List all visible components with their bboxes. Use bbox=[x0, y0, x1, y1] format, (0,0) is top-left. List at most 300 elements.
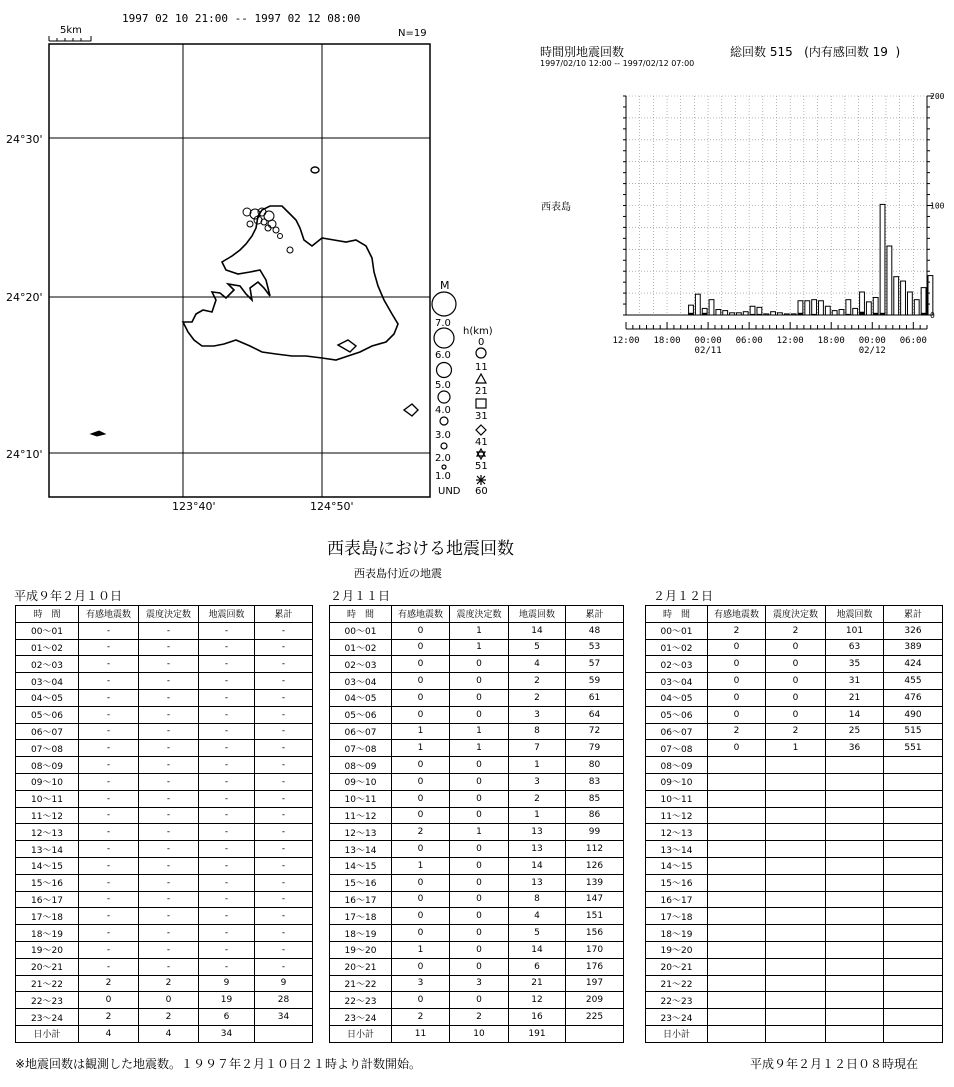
table-cell: 0 bbox=[392, 689, 450, 706]
table-cell: 02～03 bbox=[16, 656, 79, 673]
table-cell: 13～14 bbox=[330, 841, 392, 858]
table-cell: 02～03 bbox=[330, 656, 392, 673]
table-cell: - bbox=[79, 740, 139, 757]
count-table-feb10 bbox=[15, 605, 313, 1043]
table-cell: 11 bbox=[392, 1025, 450, 1042]
table-cell: 64 bbox=[566, 706, 624, 723]
table-cell: 17～18 bbox=[330, 908, 392, 925]
table-cell: 2 bbox=[708, 723, 766, 740]
table-cell: - bbox=[199, 706, 255, 723]
table-cell: 3 bbox=[509, 773, 566, 790]
table-row bbox=[330, 925, 624, 942]
table-cell: - bbox=[199, 790, 255, 807]
table-cell: 01～02 bbox=[330, 639, 392, 656]
table-cell: 4 bbox=[509, 656, 566, 673]
magnitude-2: 2.0 bbox=[435, 453, 451, 464]
table-cell bbox=[255, 1025, 313, 1042]
table-cell bbox=[708, 992, 766, 1009]
table-row bbox=[330, 841, 624, 858]
table-cell: 0 bbox=[392, 841, 450, 858]
table-cell bbox=[826, 857, 884, 874]
table-cell: 19～20 bbox=[16, 941, 79, 958]
table-cell: - bbox=[255, 656, 313, 673]
table-row bbox=[646, 689, 943, 706]
table-cell: 2 bbox=[708, 622, 766, 639]
depth-title: h(km) bbox=[463, 326, 493, 337]
table-cell: 1 bbox=[392, 723, 450, 740]
table-cell bbox=[826, 1025, 884, 1042]
table-cell: - bbox=[79, 874, 139, 891]
table-cell: 2 bbox=[509, 673, 566, 690]
table-cell bbox=[708, 857, 766, 874]
count-bar bbox=[901, 281, 906, 315]
table-row bbox=[646, 807, 943, 824]
table-cell: 1 bbox=[450, 622, 509, 639]
count-bar bbox=[928, 276, 933, 315]
table-cell: 57 bbox=[566, 656, 624, 673]
table-cell bbox=[766, 1025, 826, 1042]
table-cell: - bbox=[79, 757, 139, 774]
table-cell: - bbox=[139, 807, 199, 824]
count-bar bbox=[873, 297, 878, 315]
table-cell: - bbox=[139, 874, 199, 891]
table-cell: 1 bbox=[392, 857, 450, 874]
table-row bbox=[330, 975, 624, 992]
table-cell: - bbox=[199, 908, 255, 925]
table-cell: - bbox=[139, 723, 199, 740]
table-cell: 14 bbox=[509, 857, 566, 874]
table-cell: 0 bbox=[392, 673, 450, 690]
table-cell bbox=[708, 824, 766, 841]
table-cell: - bbox=[79, 807, 139, 824]
table-cell: 225 bbox=[566, 1009, 624, 1026]
table-cell: - bbox=[139, 740, 199, 757]
depth-11: 11 bbox=[475, 362, 488, 373]
table-cell: - bbox=[255, 689, 313, 706]
table-cell: 6 bbox=[509, 958, 566, 975]
table-cell bbox=[708, 790, 766, 807]
magnitude-title: M bbox=[440, 279, 450, 292]
table-cell: - bbox=[199, 807, 255, 824]
table-cell: 0 bbox=[450, 689, 509, 706]
table-row bbox=[646, 908, 943, 925]
table-row bbox=[646, 656, 943, 673]
table-row bbox=[16, 941, 313, 958]
table-row bbox=[16, 992, 313, 1009]
table-cell: - bbox=[79, 958, 139, 975]
table-cell: 0 bbox=[79, 992, 139, 1009]
table-cell: 15～16 bbox=[16, 874, 79, 891]
table-cell: 0 bbox=[450, 908, 509, 925]
table-cell bbox=[708, 773, 766, 790]
table-cell: 2 bbox=[139, 975, 199, 992]
table-cell: 日小計 bbox=[646, 1025, 708, 1042]
table-cell: 36 bbox=[826, 740, 884, 757]
table-cell: 15～16 bbox=[646, 874, 708, 891]
table-cell: - bbox=[255, 673, 313, 690]
column-header: 時 間 bbox=[646, 606, 708, 623]
table-cell: 21 bbox=[509, 975, 566, 992]
table-cell: 02～03 bbox=[646, 656, 708, 673]
table-cell: 06～07 bbox=[330, 723, 392, 740]
table-cell: 07～08 bbox=[646, 740, 708, 757]
table-cell: 10～11 bbox=[16, 790, 79, 807]
table-cell: 2 bbox=[766, 723, 826, 740]
table-cell: - bbox=[79, 891, 139, 908]
table-cell: - bbox=[255, 941, 313, 958]
table-cell bbox=[884, 790, 943, 807]
table-row bbox=[330, 622, 624, 639]
table-cell: - bbox=[79, 706, 139, 723]
table-cell: 05～06 bbox=[16, 706, 79, 723]
table-cell: 151 bbox=[566, 908, 624, 925]
table-cell: 13～14 bbox=[646, 841, 708, 858]
table-cell bbox=[884, 757, 943, 774]
table-cell: - bbox=[199, 656, 255, 673]
table-cell: 197 bbox=[566, 975, 624, 992]
table-cell bbox=[884, 857, 943, 874]
count-bar bbox=[853, 308, 858, 315]
table-cell: 0 bbox=[450, 874, 509, 891]
table-cell: - bbox=[255, 925, 313, 942]
table-cell bbox=[884, 773, 943, 790]
table-cell: 112 bbox=[566, 841, 624, 858]
table-cell: 16～17 bbox=[16, 891, 79, 908]
table-row bbox=[646, 706, 943, 723]
table-cell: - bbox=[199, 639, 255, 656]
count-bar bbox=[839, 310, 844, 315]
table-row bbox=[330, 891, 624, 908]
table-row bbox=[330, 874, 624, 891]
table-row bbox=[16, 639, 313, 656]
column-header: 地震回数 bbox=[199, 606, 255, 623]
table-cell: 2 bbox=[509, 790, 566, 807]
footer-note: ※地震回数は観測した地震数。１９９７年２月１０日２１時より計数開始。 bbox=[15, 1057, 422, 1071]
magnitude-4: 4.0 bbox=[435, 405, 451, 416]
table-cell: 147 bbox=[566, 891, 624, 908]
table-cell: - bbox=[255, 622, 313, 639]
table-cell: 14～15 bbox=[16, 857, 79, 874]
table-cell: 13～14 bbox=[16, 841, 79, 858]
table-cell: 3 bbox=[392, 975, 450, 992]
table-row bbox=[16, 841, 313, 858]
table-cell bbox=[826, 773, 884, 790]
x-tick-label: 06:00 bbox=[735, 336, 763, 346]
table-cell bbox=[766, 857, 826, 874]
table-row bbox=[16, 706, 313, 723]
table-cell bbox=[766, 992, 826, 1009]
table-cell bbox=[708, 1009, 766, 1026]
table-row bbox=[16, 740, 313, 757]
table-cell: 0 bbox=[392, 891, 450, 908]
table-cell: 6 bbox=[199, 1009, 255, 1026]
table-cell: 5 bbox=[509, 639, 566, 656]
table-cell: 0 bbox=[450, 925, 509, 942]
table-cell bbox=[884, 958, 943, 975]
count-bar bbox=[825, 306, 830, 315]
table-cell bbox=[884, 908, 943, 925]
table-cell: 2 bbox=[79, 975, 139, 992]
table-cell: 0 bbox=[766, 656, 826, 673]
table-cell: 22～23 bbox=[330, 992, 392, 1009]
count-bar bbox=[894, 277, 899, 315]
x-date-label: 02/11 bbox=[694, 346, 722, 356]
table-cell: 8 bbox=[509, 891, 566, 908]
table-cell: 515 bbox=[884, 723, 943, 740]
table-cell: - bbox=[255, 958, 313, 975]
table-cell: 07～08 bbox=[330, 740, 392, 757]
table-row bbox=[330, 673, 624, 690]
lon-label-1: 123°40' bbox=[172, 500, 216, 513]
table-cell: - bbox=[79, 773, 139, 790]
table-cell bbox=[826, 790, 884, 807]
table-row bbox=[16, 1025, 313, 1042]
table-cell: - bbox=[255, 908, 313, 925]
count-bar bbox=[921, 288, 926, 315]
table-cell bbox=[708, 874, 766, 891]
table-cell: 11～12 bbox=[330, 807, 392, 824]
table-cell: - bbox=[79, 925, 139, 942]
table-cell: 04～05 bbox=[330, 689, 392, 706]
table-cell: - bbox=[139, 689, 199, 706]
table-cell bbox=[708, 925, 766, 942]
table-cell: 1 bbox=[766, 740, 826, 757]
table-cell bbox=[826, 975, 884, 992]
table-cell: - bbox=[79, 689, 139, 706]
count-bar bbox=[887, 246, 892, 315]
table-cell: 16 bbox=[509, 1009, 566, 1026]
table-cell: - bbox=[255, 824, 313, 841]
table-cell: 139 bbox=[566, 874, 624, 891]
page-subheading: 西表島付近の地震 bbox=[354, 567, 442, 580]
table-row bbox=[330, 773, 624, 790]
table-cell: 21～22 bbox=[16, 975, 79, 992]
lon-label-2: 124°50' bbox=[310, 500, 354, 513]
column-header: 累計 bbox=[255, 606, 313, 623]
table-row bbox=[646, 1009, 943, 1026]
table-cell: 0 bbox=[766, 673, 826, 690]
table-cell: 0 bbox=[450, 891, 509, 908]
table-cell: 0 bbox=[392, 656, 450, 673]
table-cell: - bbox=[199, 958, 255, 975]
table-cell: 17～18 bbox=[16, 908, 79, 925]
magnitude-7: 7.0 bbox=[435, 318, 451, 329]
table-row bbox=[646, 622, 943, 639]
chart-station: 西表島 bbox=[541, 202, 571, 213]
table-cell: - bbox=[79, 841, 139, 858]
table-row bbox=[16, 824, 313, 841]
table-cell: 00～01 bbox=[330, 622, 392, 639]
table-cell bbox=[708, 757, 766, 774]
table-cell: 1 bbox=[392, 941, 450, 958]
table-cell: 0 bbox=[708, 656, 766, 673]
table-cell: 0 bbox=[766, 689, 826, 706]
column-header: 地震回数 bbox=[509, 606, 566, 623]
table-row bbox=[646, 1025, 943, 1042]
table-cell: 22～23 bbox=[16, 992, 79, 1009]
table-row bbox=[330, 740, 624, 757]
table-row bbox=[330, 908, 624, 925]
table-cell bbox=[884, 1009, 943, 1026]
table-cell: - bbox=[79, 656, 139, 673]
table-cell: 2 bbox=[450, 1009, 509, 1026]
count-bar bbox=[819, 301, 824, 315]
table-cell: 0 bbox=[450, 790, 509, 807]
table-cell: 12～13 bbox=[330, 824, 392, 841]
x-tick-label: 00:00 bbox=[858, 336, 886, 346]
table-cell: 03～04 bbox=[330, 673, 392, 690]
x-tick-label: 12:00 bbox=[776, 336, 804, 346]
table-cell: 23～24 bbox=[646, 1009, 708, 1026]
table-cell: - bbox=[139, 824, 199, 841]
table-cell: 0 bbox=[139, 992, 199, 1009]
table-cell bbox=[766, 925, 826, 942]
table-cell: 28 bbox=[255, 992, 313, 1009]
table-cell: 0 bbox=[392, 639, 450, 656]
table-cell: 0 bbox=[450, 673, 509, 690]
table-row bbox=[646, 740, 943, 757]
table-cell: 5 bbox=[509, 925, 566, 942]
table-cell: 14～15 bbox=[330, 857, 392, 874]
table-cell: 01～02 bbox=[16, 639, 79, 656]
table-cell bbox=[766, 790, 826, 807]
table-cell: 03～04 bbox=[646, 673, 708, 690]
table-cell: 11～12 bbox=[16, 807, 79, 824]
table-cell: - bbox=[199, 773, 255, 790]
table-cell: - bbox=[79, 622, 139, 639]
table-cell bbox=[826, 757, 884, 774]
table-cell: 0 bbox=[392, 807, 450, 824]
table-cell: 476 bbox=[884, 689, 943, 706]
table-row bbox=[330, 639, 624, 656]
table-row bbox=[16, 689, 313, 706]
table-cell: 34 bbox=[199, 1025, 255, 1042]
table-row bbox=[330, 1009, 624, 1026]
x-tick-label: 00:00 bbox=[694, 336, 722, 346]
table-cell: 0 bbox=[766, 706, 826, 723]
table-cell bbox=[766, 824, 826, 841]
table-cell: 23～24 bbox=[330, 1009, 392, 1026]
count-bar bbox=[860, 292, 865, 315]
table-cell bbox=[766, 757, 826, 774]
table-cell: - bbox=[139, 673, 199, 690]
table-cell: 1 bbox=[450, 639, 509, 656]
table-cell: 05～06 bbox=[330, 706, 392, 723]
table-row bbox=[16, 723, 313, 740]
table-cell: 04～05 bbox=[16, 689, 79, 706]
lat-label-2: 24°20' bbox=[6, 291, 43, 304]
table-row bbox=[646, 958, 943, 975]
table-cell: - bbox=[255, 841, 313, 858]
table-row bbox=[330, 992, 624, 1009]
table-cell: 20～21 bbox=[330, 958, 392, 975]
table-cell: 1 bbox=[509, 807, 566, 824]
table-cell: 1 bbox=[509, 757, 566, 774]
table-row bbox=[646, 992, 943, 1009]
table-row bbox=[646, 723, 943, 740]
table-cell: - bbox=[199, 824, 255, 841]
table-row bbox=[330, 824, 624, 841]
table-cell: 20～21 bbox=[16, 958, 79, 975]
table-cell bbox=[708, 941, 766, 958]
table-date-3: ２月１２日 bbox=[653, 589, 714, 603]
table-cell: 2 bbox=[139, 1009, 199, 1026]
table-cell: 35 bbox=[826, 656, 884, 673]
table-row bbox=[16, 757, 313, 774]
table-cell: 11～12 bbox=[646, 807, 708, 824]
chart-title: 時間別地震回数 bbox=[540, 45, 625, 59]
table-cell: 389 bbox=[884, 639, 943, 656]
table-cell: 06～07 bbox=[16, 723, 79, 740]
table-cell bbox=[708, 908, 766, 925]
table-cell: 0 bbox=[450, 706, 509, 723]
table-cell: 19～20 bbox=[646, 941, 708, 958]
table-row bbox=[646, 857, 943, 874]
column-header: 累計 bbox=[884, 606, 943, 623]
table-cell bbox=[884, 841, 943, 858]
table-cell: - bbox=[255, 773, 313, 790]
table-cell: 13 bbox=[509, 824, 566, 841]
table-cell: 14 bbox=[826, 706, 884, 723]
table-cell: 7 bbox=[509, 740, 566, 757]
table-cell: 2 bbox=[79, 1009, 139, 1026]
count-bar bbox=[907, 292, 912, 315]
table-cell: 424 bbox=[884, 656, 943, 673]
column-header: 累計 bbox=[566, 606, 624, 623]
x-tick-label: 12:00 bbox=[612, 336, 640, 346]
table-cell: - bbox=[79, 824, 139, 841]
table-cell bbox=[884, 807, 943, 824]
table-row bbox=[330, 689, 624, 706]
count-bar bbox=[723, 311, 728, 315]
table-cell: - bbox=[79, 639, 139, 656]
table-cell: - bbox=[199, 673, 255, 690]
table-row bbox=[646, 925, 943, 942]
table-cell: 4 bbox=[509, 908, 566, 925]
table-cell: 03～04 bbox=[16, 673, 79, 690]
table-cell: 326 bbox=[884, 622, 943, 639]
table-cell: - bbox=[199, 757, 255, 774]
table-cell bbox=[766, 841, 826, 858]
table-cell: 2 bbox=[392, 824, 450, 841]
count-bar bbox=[832, 311, 837, 315]
table-cell: 14 bbox=[509, 622, 566, 639]
lat-label-3: 24°10' bbox=[6, 448, 43, 461]
table-cell: 126 bbox=[566, 857, 624, 874]
table-cell: 490 bbox=[884, 706, 943, 723]
table-cell bbox=[708, 1025, 766, 1042]
column-header: 有感地震数 bbox=[79, 606, 139, 623]
table-cell: 04～05 bbox=[646, 689, 708, 706]
table-cell: 0 bbox=[450, 857, 509, 874]
table-row bbox=[646, 975, 943, 992]
table-cell: 0 bbox=[450, 941, 509, 958]
table-cell: - bbox=[79, 723, 139, 740]
table-row bbox=[16, 1009, 313, 1026]
table-cell: - bbox=[79, 857, 139, 874]
table-cell: 48 bbox=[566, 622, 624, 639]
table-cell: 0 bbox=[392, 757, 450, 774]
count-bar bbox=[866, 302, 871, 315]
count-bar bbox=[695, 294, 700, 315]
table-cell: 1 bbox=[450, 723, 509, 740]
table-cell: - bbox=[199, 740, 255, 757]
table-cell bbox=[708, 807, 766, 824]
table-row bbox=[16, 622, 313, 639]
table-cell: - bbox=[255, 790, 313, 807]
table-cell: - bbox=[199, 689, 255, 706]
count-bar bbox=[812, 300, 817, 315]
